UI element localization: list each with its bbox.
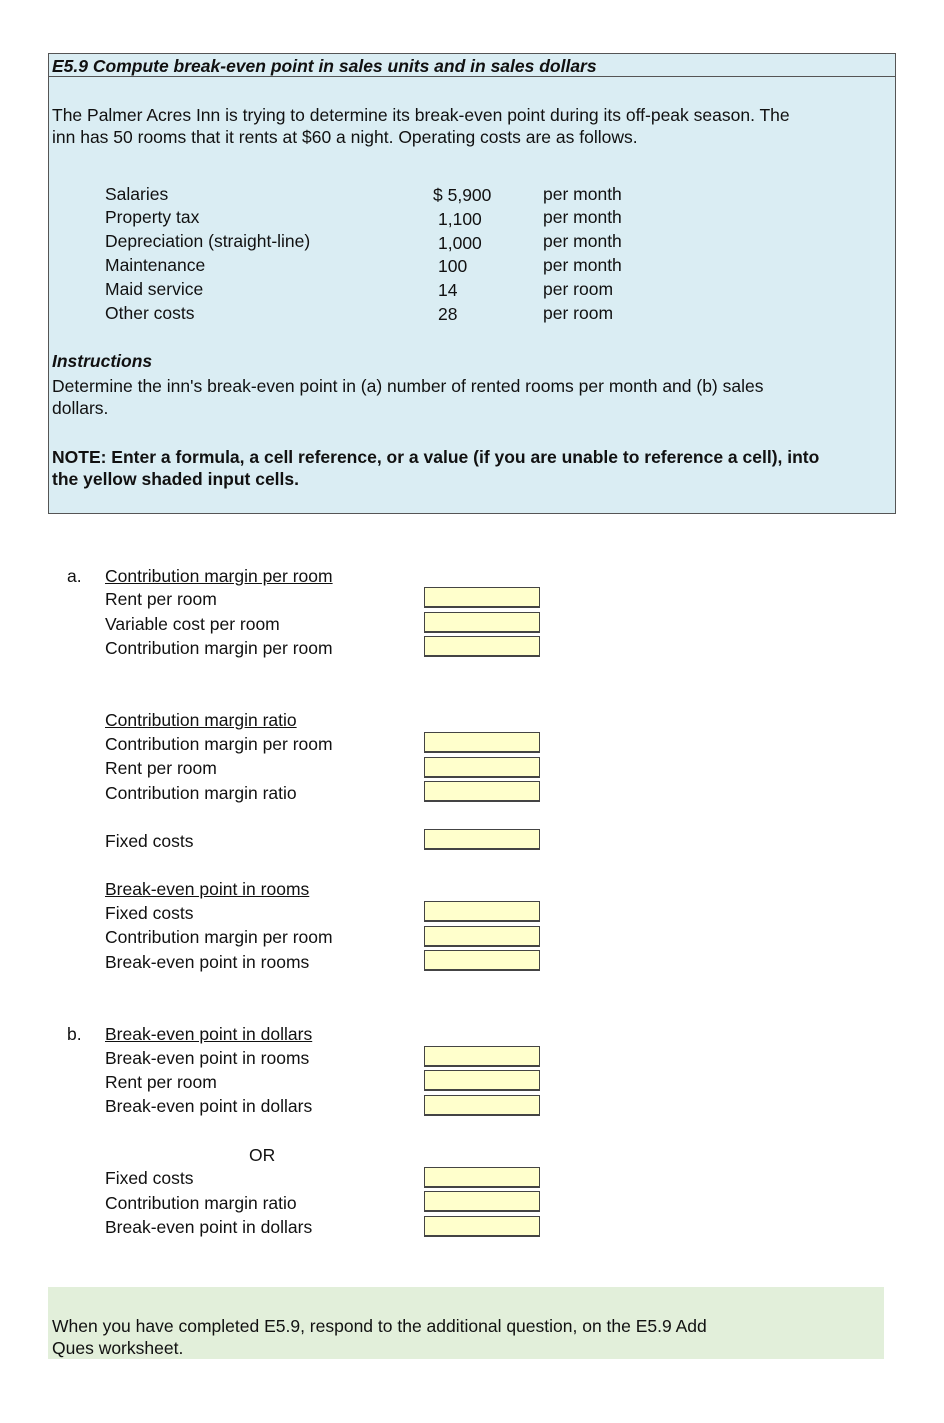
cost-unit: per month bbox=[543, 231, 622, 251]
cm-per-room-input[interactable] bbox=[424, 732, 540, 753]
row-label: Break-even point in rooms bbox=[105, 952, 310, 972]
cost-amount: 14 bbox=[438, 280, 458, 300]
cost-label: Maid service bbox=[105, 279, 204, 299]
break-even-rooms-input[interactable] bbox=[424, 1046, 540, 1067]
instructions-line1: Determine the inn's break-even point in (a) number of rented rooms per month and (b) sales bbox=[52, 376, 764, 396]
row-label: Fixed costs bbox=[105, 1168, 194, 1188]
fixed-costs-input[interactable] bbox=[424, 829, 540, 850]
cm-per-room-heading: Contribution margin per room bbox=[105, 566, 333, 586]
row-label: Rent per room bbox=[105, 589, 217, 609]
title-row bbox=[49, 54, 895, 77]
row-label: Break-even point in rooms bbox=[105, 1048, 310, 1068]
row-label: Rent per room bbox=[105, 758, 217, 778]
row-label: Contribution margin ratio bbox=[105, 783, 297, 803]
fixed-costs-label: Fixed costs bbox=[105, 831, 194, 851]
part-b-marker: b. bbox=[67, 1024, 82, 1044]
exercise-title: E5.9 Compute break-even point in sales units and in sales dollars bbox=[52, 56, 597, 76]
intro-text-line2: inn has 50 rooms that it rents at $60 a night. Operating costs are as follows. bbox=[52, 127, 638, 147]
instructions-heading: Instructions bbox=[52, 351, 153, 371]
rent-per-room-input[interactable] bbox=[424, 1070, 540, 1091]
or-label: OR bbox=[249, 1145, 276, 1165]
fixed-costs-input[interactable] bbox=[424, 1167, 540, 1188]
fixed-costs-input[interactable] bbox=[424, 901, 540, 922]
cost-amount: $ 5,900 bbox=[433, 185, 492, 205]
break-even-dollars-input[interactable] bbox=[424, 1095, 540, 1116]
contribution-margin-ratio-input[interactable] bbox=[424, 1191, 540, 1212]
note-line1: NOTE: Enter a formula, a cell reference, or a value (if you are unable to reference a cell), into bbox=[52, 447, 820, 467]
variable-cost-per-room-input[interactable] bbox=[424, 612, 540, 633]
row-label: Contribution margin ratio bbox=[105, 1193, 297, 1213]
break-even-rooms-input[interactable] bbox=[424, 950, 540, 971]
row-label: Rent per room bbox=[105, 1072, 217, 1092]
cost-label: Other costs bbox=[105, 303, 195, 323]
cost-amount: 28 bbox=[438, 304, 458, 324]
rent-per-room-input[interactable] bbox=[424, 757, 540, 778]
contribution-margin-ratio-input[interactable] bbox=[424, 781, 540, 802]
cm-ratio-heading: Contribution margin ratio bbox=[105, 710, 297, 730]
break-even-dollars-input[interactable] bbox=[424, 1216, 540, 1237]
cost-amount: 1,000 bbox=[438, 233, 482, 253]
row-label: Break-even point in dollars bbox=[105, 1096, 313, 1116]
note-line2: the yellow shaded input cells. bbox=[52, 469, 299, 489]
cost-amount: 1,100 bbox=[438, 209, 482, 229]
instructions-line2: dollars. bbox=[52, 398, 109, 418]
row-label: Contribution margin per room bbox=[105, 927, 333, 947]
row-label: Contribution margin per room bbox=[105, 638, 333, 658]
footer-line2: Ques worksheet. bbox=[52, 1338, 184, 1358]
cost-label: Property tax bbox=[105, 207, 200, 227]
row-label: Variable cost per room bbox=[105, 614, 280, 634]
cost-label: Salaries bbox=[105, 184, 169, 204]
contribution-margin-per-room-input[interactable] bbox=[424, 636, 540, 657]
cost-amount: 100 bbox=[438, 256, 468, 276]
row-label: Fixed costs bbox=[105, 903, 194, 923]
be-dollars-heading: Break-even point in dollars bbox=[105, 1024, 313, 1044]
be-rooms-heading: Break-even point in rooms bbox=[105, 879, 310, 899]
intro-text-line1: The Palmer Acres Inn is trying to determine its break-even point during its off-peak season. The bbox=[52, 105, 790, 125]
cost-label: Maintenance bbox=[105, 255, 206, 275]
cost-unit: per month bbox=[543, 255, 622, 275]
cm-per-room-input[interactable] bbox=[424, 926, 540, 947]
row-label: Contribution margin per room bbox=[105, 734, 333, 754]
row-label: Break-even point in dollars bbox=[105, 1217, 313, 1237]
cost-label: Depreciation (straight-line) bbox=[105, 231, 311, 251]
footer-line1: When you have completed E5.9, respond to the additional question, on the E5.9 Add bbox=[52, 1316, 707, 1336]
cost-unit: per room bbox=[543, 303, 614, 323]
part-a-marker: a. bbox=[67, 566, 82, 586]
cost-unit: per month bbox=[543, 207, 622, 227]
cost-unit: per month bbox=[543, 184, 622, 204]
cost-unit: per room bbox=[543, 279, 614, 299]
rent-per-room-input[interactable] bbox=[424, 587, 540, 608]
